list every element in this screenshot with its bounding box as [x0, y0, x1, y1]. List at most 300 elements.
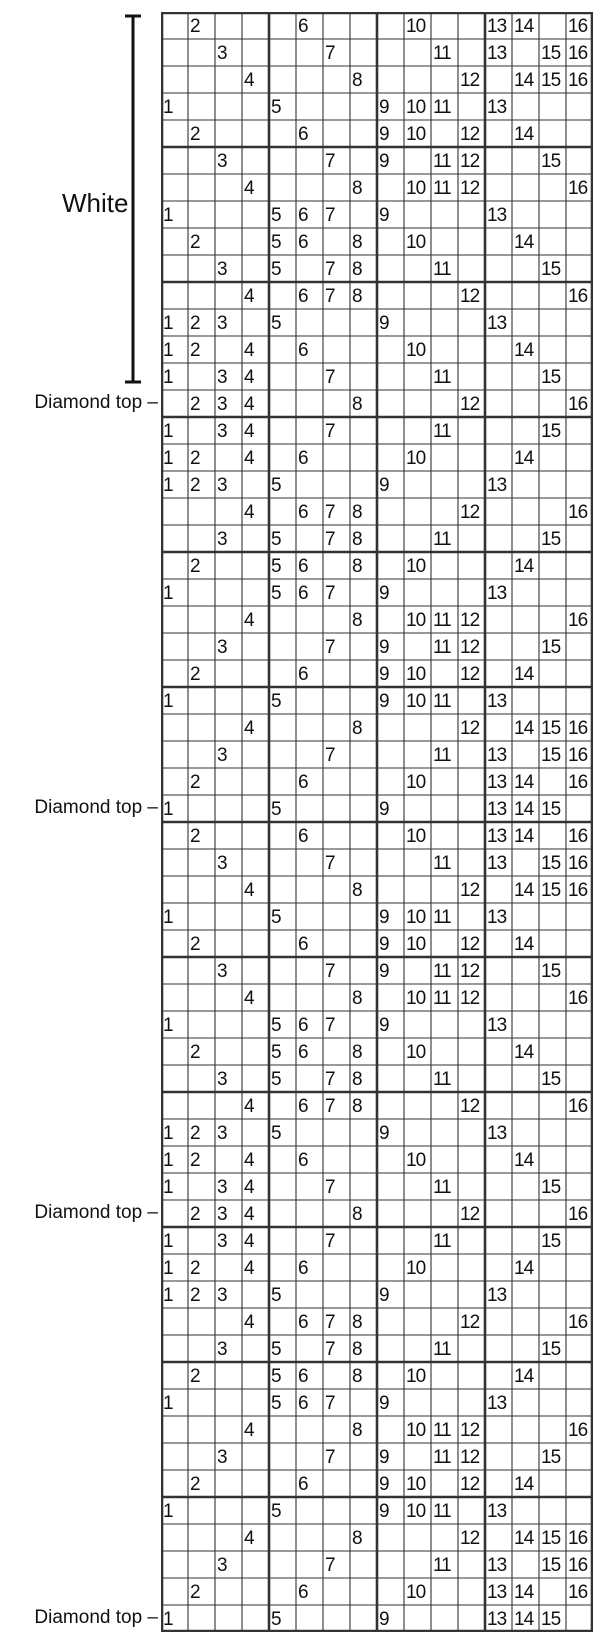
- chart-cell-number: 12: [460, 286, 480, 307]
- chart-cell-number: 14: [514, 1150, 534, 1171]
- chart-cell-number: 11: [433, 961, 451, 982]
- chart-cell-number: 4: [244, 286, 254, 307]
- chart-cell-number: 3: [217, 259, 227, 280]
- chart-cell-number: 4: [244, 502, 254, 523]
- chart-cell-number: 4: [244, 1258, 254, 1279]
- chart-cell-number: 13: [487, 1609, 507, 1630]
- chart-cell-number: 6: [298, 826, 308, 847]
- chart-cell-number: 12: [460, 610, 480, 631]
- chart-cell-number: 11: [433, 151, 451, 172]
- chart-cell-number: 2: [190, 475, 200, 496]
- chart-cell-number: 6: [298, 124, 308, 145]
- chart-cell-number: 6: [298, 205, 308, 226]
- chart-cell-number: 5: [271, 1015, 281, 1036]
- chart-cell-number: 12: [460, 394, 480, 415]
- chart-cell-number: 4: [244, 421, 254, 442]
- chart-cell-number: 9: [379, 691, 389, 712]
- chart-cell-number: 3: [217, 1285, 227, 1306]
- chart-cell-number: 2: [190, 1474, 200, 1495]
- chart-cell-number: 10: [406, 691, 426, 712]
- chart-cell-number: 16: [568, 1420, 588, 1441]
- chart-cell-number: 4: [244, 1528, 254, 1549]
- chart-cell-number: 9: [379, 1609, 389, 1630]
- chart-cell-number: 15: [541, 529, 561, 550]
- chart-cell-number: 15: [541, 1609, 561, 1630]
- chart-cell-number: 13: [487, 1393, 507, 1414]
- chart-cell-number: 10: [406, 907, 426, 928]
- chart-cell-number: 11: [433, 1420, 451, 1441]
- chart-cell-number: 9: [379, 637, 389, 658]
- chart-cell-number: 6: [298, 232, 308, 253]
- chart-cell-number: 9: [379, 475, 389, 496]
- chart-cell-number: 14: [514, 232, 534, 253]
- chart-cell-number: 6: [298, 664, 308, 685]
- chart-cell-number: 7: [325, 1393, 335, 1414]
- chart-cell-number: 15: [541, 880, 561, 901]
- chart-cell-number: 10: [406, 1501, 426, 1522]
- chart-cell-number: 1: [163, 799, 173, 820]
- chart-cell-number: 15: [541, 1555, 561, 1576]
- chart-cell-number: 6: [298, 1312, 308, 1333]
- chart-cell-number: 2: [190, 1123, 200, 1144]
- chart-cell-number: 11: [433, 178, 451, 199]
- chart-cell-number: 1: [163, 205, 173, 226]
- chart-cell-number: 5: [271, 799, 281, 820]
- chart-cell-number: 12: [460, 880, 480, 901]
- chart-cell-number: 13: [487, 43, 507, 64]
- chart-cell-number: 8: [352, 1528, 362, 1549]
- chart-cell-number: 10: [406, 826, 426, 847]
- chart-cell-number: 9: [379, 1015, 389, 1036]
- chart-cell-number: 14: [514, 934, 534, 955]
- chart-cell-number: 15: [541, 421, 561, 442]
- chart-cell-number: 4: [244, 178, 254, 199]
- chart-cell-number: 9: [379, 907, 389, 928]
- chart-cell-number: 2: [190, 772, 200, 793]
- chart-cell-number: 16: [568, 16, 588, 37]
- chart-cell-number: 8: [352, 1042, 362, 1063]
- chart-cell-number: 15: [541, 259, 561, 280]
- chart-cell-number: 7: [325, 43, 335, 64]
- chart-cell-number: 2: [190, 232, 200, 253]
- chart-cell-number: 13: [487, 583, 507, 604]
- chart-cell-number: 7: [325, 1555, 335, 1576]
- chart-cells: [161, 12, 593, 1632]
- threading-chart: [161, 12, 593, 1632]
- chart-cell-number: 6: [298, 502, 308, 523]
- chart-cell-number: 11: [433, 1231, 451, 1252]
- chart-cell-number: 2: [190, 934, 200, 955]
- chart-cell-number: 3: [217, 1339, 227, 1360]
- chart-cell-number: 9: [379, 583, 389, 604]
- chart-cell-number: 7: [325, 853, 335, 874]
- chart-cell-number: 11: [433, 691, 451, 712]
- chart-cell-number: 2: [190, 1042, 200, 1063]
- chart-cell-number: 11: [433, 988, 451, 1009]
- chart-cell-number: 10: [406, 1366, 426, 1387]
- chart-cell-number: 1: [163, 313, 173, 334]
- chart-cell-number: 9: [379, 124, 389, 145]
- chart-cell-number: 2: [190, 394, 200, 415]
- chart-cell-number: 13: [487, 1555, 507, 1576]
- chart-cell-number: 5: [271, 97, 281, 118]
- chart-cell-number: 11: [433, 745, 451, 766]
- chart-cell-number: 11: [433, 1069, 451, 1090]
- chart-cell-number: 11: [433, 1555, 451, 1576]
- chart-cell-number: 3: [217, 1204, 227, 1225]
- chart-cell-number: 4: [244, 70, 254, 91]
- chart-cell-number: 12: [460, 1474, 480, 1495]
- chart-cell-number: 8: [352, 880, 362, 901]
- chart-cell-number: 5: [271, 205, 281, 226]
- chart-cell-number: 6: [298, 286, 308, 307]
- chart-cell-number: 4: [244, 1204, 254, 1225]
- chart-cell-number: 8: [352, 70, 362, 91]
- chart-cell-number: 11: [433, 853, 451, 874]
- chart-cell-number: 1: [163, 1177, 173, 1198]
- chart-cell-number: 9: [379, 1501, 389, 1522]
- chart-cell-number: 5: [271, 259, 281, 280]
- chart-cell-number: 9: [379, 151, 389, 172]
- chart-cell-number: 1: [163, 97, 173, 118]
- chart-cell-number: 12: [460, 70, 480, 91]
- chart-cell-number: 16: [568, 772, 588, 793]
- chart-cell-number: 8: [352, 529, 362, 550]
- chart-cell-number: 14: [514, 1042, 534, 1063]
- chart-cell-number: 9: [379, 1447, 389, 1468]
- chart-cell-number: 6: [298, 934, 308, 955]
- chart-cell-number: 16: [568, 178, 588, 199]
- chart-cell-number: 3: [217, 1231, 227, 1252]
- chart-cell-number: 7: [325, 583, 335, 604]
- chart-cell-number: 5: [271, 1501, 281, 1522]
- chart-cell-number: 15: [541, 70, 561, 91]
- chart-cell-number: 4: [244, 1231, 254, 1252]
- chart-cell-number: 10: [406, 97, 426, 118]
- chart-cell-number: 14: [514, 70, 534, 91]
- chart-cell-number: 16: [568, 745, 588, 766]
- chart-cell-number: 3: [217, 475, 227, 496]
- chart-cell-number: 14: [514, 718, 534, 739]
- chart-cell-number: 15: [541, 961, 561, 982]
- chart-cell-number: 14: [514, 880, 534, 901]
- diamond-top-label: Diamond top –: [34, 797, 158, 818]
- chart-cell-number: 8: [352, 556, 362, 577]
- chart-cell-number: 4: [244, 1312, 254, 1333]
- chart-cell-number: 8: [352, 178, 362, 199]
- chart-cell-number: 16: [568, 718, 588, 739]
- chart-cell-number: 2: [190, 1582, 200, 1603]
- chart-cell-number: 4: [244, 448, 254, 469]
- chart-cell-number: 1: [163, 1285, 173, 1306]
- chart-cell-number: 6: [298, 1366, 308, 1387]
- chart-cell-number: 11: [433, 529, 451, 550]
- chart-cell-number: 15: [541, 1231, 561, 1252]
- chart-cell-number: 1: [163, 1258, 173, 1279]
- chart-cell-number: 3: [217, 394, 227, 415]
- chart-cell-number: 3: [217, 637, 227, 658]
- chart-cell-number: 11: [433, 610, 451, 631]
- chart-cell-number: 1: [163, 1501, 173, 1522]
- chart-cell-number: 2: [190, 1285, 200, 1306]
- chart-cell-number: 4: [244, 367, 254, 388]
- chart-cell-number: 12: [460, 718, 480, 739]
- chart-cell-number: 14: [514, 340, 534, 361]
- chart-cell-number: 2: [190, 556, 200, 577]
- chart-cell-number: 13: [487, 826, 507, 847]
- chart-cell-number: 6: [298, 772, 308, 793]
- chart-cell-number: 6: [298, 1042, 308, 1063]
- chart-cell-number: 1: [163, 1231, 173, 1252]
- chart-cell-number: 16: [568, 70, 588, 91]
- chart-cell-number: 13: [487, 97, 507, 118]
- chart-cell-number: 1: [163, 340, 173, 361]
- chart-cell-number: 12: [460, 1204, 480, 1225]
- chart-cell-number: 9: [379, 961, 389, 982]
- chart-cell-number: 4: [244, 1096, 254, 1117]
- chart-cell-number: 15: [541, 853, 561, 874]
- chart-cell-number: 5: [271, 907, 281, 928]
- chart-cell-number: 6: [298, 448, 308, 469]
- chart-cell-number: 5: [271, 313, 281, 334]
- chart-cell-number: 12: [460, 1447, 480, 1468]
- chart-cell-number: 8: [352, 394, 362, 415]
- chart-cell-number: 6: [298, 1393, 308, 1414]
- chart-cell-number: 2: [190, 448, 200, 469]
- chart-cell-number: 1: [163, 691, 173, 712]
- chart-cell-number: 6: [298, 556, 308, 577]
- chart-cell-number: 8: [352, 286, 362, 307]
- chart-cell-number: 13: [487, 475, 507, 496]
- chart-cell-number: 3: [217, 1555, 227, 1576]
- diamond-top-label: Diamond top –: [34, 1202, 158, 1223]
- chart-cell-number: 9: [379, 1393, 389, 1414]
- chart-cell-number: 13: [487, 1501, 507, 1522]
- chart-cell-number: 1: [163, 583, 173, 604]
- white-section-label: White: [62, 188, 129, 218]
- chart-cell-number: 4: [244, 880, 254, 901]
- chart-cell-number: 12: [460, 934, 480, 955]
- chart-cell-number: 10: [406, 556, 426, 577]
- chart-cell-number: 14: [514, 1528, 534, 1549]
- chart-cell-number: 15: [541, 1177, 561, 1198]
- chart-cell-number: 3: [217, 1123, 227, 1144]
- chart-cell-number: 7: [325, 1015, 335, 1036]
- chart-cell-number: 4: [244, 340, 254, 361]
- chart-cell-number: 6: [298, 16, 308, 37]
- chart-cell-number: 4: [244, 718, 254, 739]
- chart-cell-number: 5: [271, 1609, 281, 1630]
- chart-cell-number: 11: [433, 1501, 451, 1522]
- chart-cell-number: 13: [487, 205, 507, 226]
- chart-cell-number: 8: [352, 1366, 362, 1387]
- chart-cell-number: 10: [406, 1474, 426, 1495]
- chart-cell-number: 14: [514, 1474, 534, 1495]
- chart-cell-number: 10: [406, 1042, 426, 1063]
- chart-cell-number: 8: [352, 259, 362, 280]
- chart-cell-number: 4: [244, 1177, 254, 1198]
- chart-cell-number: 15: [541, 43, 561, 64]
- chart-cell-number: 13: [487, 799, 507, 820]
- chart-cell-number: 13: [487, 313, 507, 334]
- chart-cell-number: 1: [163, 1393, 173, 1414]
- chart-cell-number: 10: [406, 1150, 426, 1171]
- chart-cell-number: 16: [568, 394, 588, 415]
- chart-cell-number: 6: [298, 1474, 308, 1495]
- chart-cell-number: 16: [568, 502, 588, 523]
- chart-cell-number: 10: [406, 664, 426, 685]
- chart-cell-number: 5: [271, 529, 281, 550]
- chart-cell-number: 14: [514, 664, 534, 685]
- chart-cell-number: 8: [352, 1096, 362, 1117]
- chart-cell-number: 8: [352, 502, 362, 523]
- chart-cell-number: 11: [433, 97, 451, 118]
- chart-cell-number: 2: [190, 1366, 200, 1387]
- chart-cell-number: 14: [514, 1609, 534, 1630]
- chart-cell-number: 5: [271, 691, 281, 712]
- chart-cell-number: 15: [541, 745, 561, 766]
- chart-cell-number: 9: [379, 1285, 389, 1306]
- chart-cell-number: 8: [352, 1312, 362, 1333]
- chart-cell-number: 15: [541, 1528, 561, 1549]
- chart-cell-number: 1: [163, 1123, 173, 1144]
- chart-cell-number: 2: [190, 664, 200, 685]
- chart-cell-number: 13: [487, 691, 507, 712]
- chart-cell-number: 8: [352, 1339, 362, 1360]
- chart-cell-number: 6: [298, 340, 308, 361]
- chart-cell-number: 9: [379, 1123, 389, 1144]
- chart-cell-number: 11: [433, 1339, 451, 1360]
- chart-cell-number: 13: [487, 772, 507, 793]
- chart-cell-number: 13: [487, 1123, 507, 1144]
- chart-cell-number: 10: [406, 448, 426, 469]
- chart-cell-number: 11: [433, 367, 451, 388]
- chart-cell-number: 11: [433, 637, 451, 658]
- chart-cell-number: 7: [325, 1177, 335, 1198]
- chart-cell-number: 8: [352, 610, 362, 631]
- chart-cell-number: 12: [460, 988, 480, 1009]
- chart-cell-number: 3: [217, 313, 227, 334]
- chart-cell-number: 1: [163, 1015, 173, 1036]
- chart-cell-number: 1: [163, 475, 173, 496]
- chart-cell-number: 2: [190, 826, 200, 847]
- chart-cell-number: 3: [217, 1177, 227, 1198]
- chart-cell-number: 16: [568, 880, 588, 901]
- chart-cell-number: 9: [379, 799, 389, 820]
- chart-cell-number: 4: [244, 394, 254, 415]
- chart-cell-number: 11: [433, 259, 451, 280]
- chart-cell-number: 8: [352, 718, 362, 739]
- chart-cell-number: 12: [460, 502, 480, 523]
- chart-cell-number: 5: [271, 1366, 281, 1387]
- chart-cell-number: 14: [514, 772, 534, 793]
- chart-cell-number: 14: [514, 124, 534, 145]
- chart-cell-number: 12: [460, 178, 480, 199]
- chart-cell-number: 13: [487, 907, 507, 928]
- chart-cell-number: 3: [217, 853, 227, 874]
- chart-cell-number: 12: [460, 124, 480, 145]
- chart-cell-number: 15: [541, 718, 561, 739]
- chart-cell-number: 16: [568, 988, 588, 1009]
- chart-cell-number: 10: [406, 934, 426, 955]
- chart-cell-number: 5: [271, 1069, 281, 1090]
- chart-cell-number: 7: [325, 421, 335, 442]
- chart-cell-number: 8: [352, 988, 362, 1009]
- chart-cell-number: 2: [190, 340, 200, 361]
- chart-cell-number: 15: [541, 1069, 561, 1090]
- chart-cell-number: 3: [217, 1447, 227, 1468]
- chart-cell-number: 7: [325, 367, 335, 388]
- chart-cell-number: 3: [217, 961, 227, 982]
- chart-cell-number: 7: [325, 205, 335, 226]
- chart-cell-number: 15: [541, 1339, 561, 1360]
- chart-cell-number: 14: [514, 556, 534, 577]
- chart-cell-number: 13: [487, 1582, 507, 1603]
- chart-cell-number: 12: [460, 1096, 480, 1117]
- chart-cell-number: 12: [460, 637, 480, 658]
- chart-cell-number: 2: [190, 124, 200, 145]
- chart-cell-number: 16: [568, 1096, 588, 1117]
- chart-cell-number: 7: [325, 502, 335, 523]
- chart-cell-number: 6: [298, 1015, 308, 1036]
- chart-cell-number: 5: [271, 556, 281, 577]
- chart-cell-number: 7: [325, 286, 335, 307]
- chart-cell-number: 7: [325, 1231, 335, 1252]
- chart-cell-number: 1: [163, 448, 173, 469]
- chart-cell-number: 14: [514, 799, 534, 820]
- chart-cell-number: 5: [271, 475, 281, 496]
- chart-cell-number: 10: [406, 1258, 426, 1279]
- chart-cell-number: 12: [460, 1420, 480, 1441]
- chart-cell-number: 12: [460, 664, 480, 685]
- chart-cell-number: 6: [298, 1582, 308, 1603]
- chart-cell-number: 10: [406, 232, 426, 253]
- chart-cell-number: 16: [568, 43, 588, 64]
- chart-cell-number: 5: [271, 1393, 281, 1414]
- chart-cell-number: 16: [568, 1582, 588, 1603]
- chart-cell-number: 1: [163, 1150, 173, 1171]
- chart-cell-number: 2: [190, 16, 200, 37]
- chart-cell-number: 7: [325, 1069, 335, 1090]
- chart-cell-number: 15: [541, 367, 561, 388]
- chart-cell-number: 12: [460, 961, 480, 982]
- chart-cell-number: 14: [514, 1582, 534, 1603]
- chart-cell-number: 5: [271, 1339, 281, 1360]
- chart-cell-number: 11: [433, 907, 451, 928]
- chart-cell-number: 14: [514, 1366, 534, 1387]
- chart-cell-number: 10: [406, 988, 426, 1009]
- chart-cell-number: 8: [352, 1204, 362, 1225]
- chart-cell-number: 7: [325, 745, 335, 766]
- chart-cell-number: 14: [514, 1258, 534, 1279]
- chart-cell-number: 16: [568, 853, 588, 874]
- chart-cell-number: 2: [190, 1204, 200, 1225]
- chart-cell-number: 16: [568, 1312, 588, 1333]
- chart-cell-number: 10: [406, 16, 426, 37]
- chart-cell-number: 9: [379, 205, 389, 226]
- chart-cell-number: 14: [514, 448, 534, 469]
- chart-cell-number: 9: [379, 97, 389, 118]
- chart-cell-number: 7: [325, 1339, 335, 1360]
- diamond-top-label: Diamond top –: [34, 1607, 158, 1628]
- chart-cell-number: 12: [460, 1528, 480, 1549]
- chart-cell-number: 10: [406, 1420, 426, 1441]
- chart-cell-number: 12: [460, 1312, 480, 1333]
- chart-cell-number: 15: [541, 151, 561, 172]
- chart-cell-number: 1: [163, 1609, 173, 1630]
- chart-cell-number: 4: [244, 1420, 254, 1441]
- chart-cell-number: 4: [244, 1150, 254, 1171]
